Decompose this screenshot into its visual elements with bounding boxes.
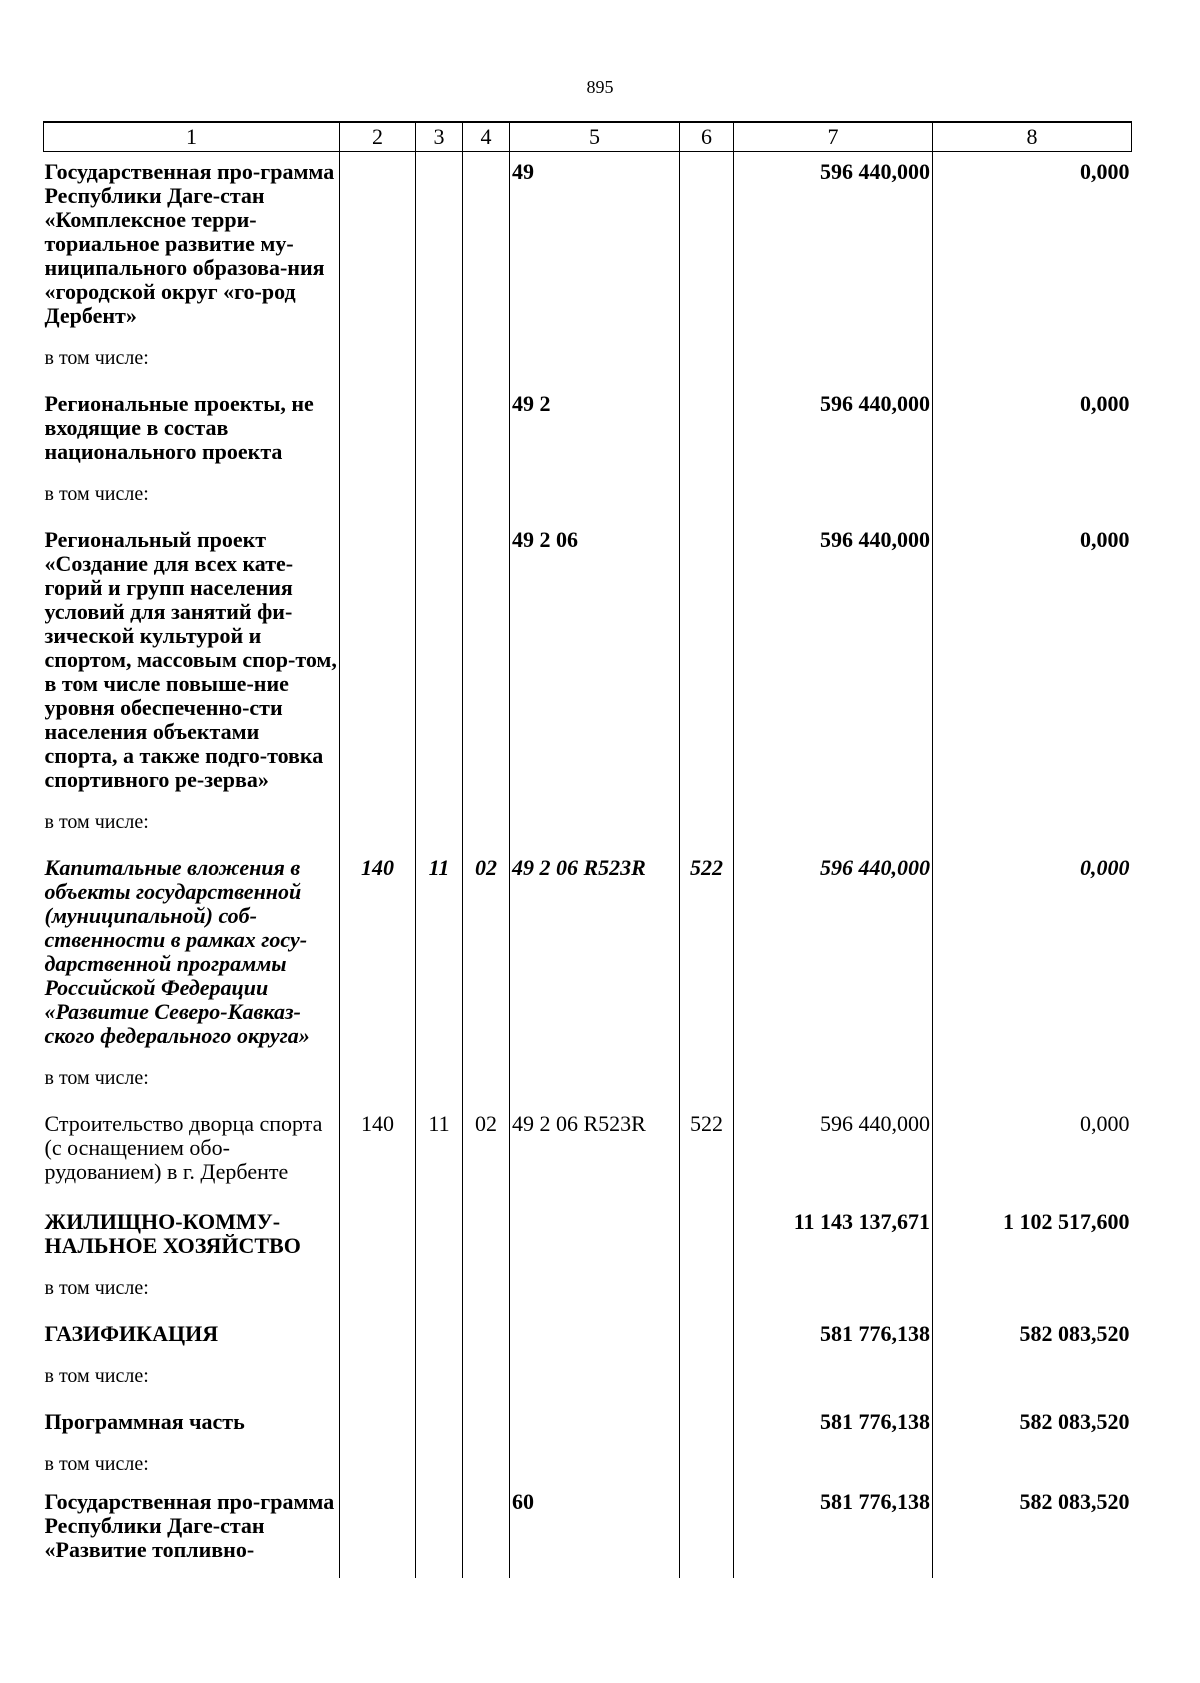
empty-cell bbox=[734, 346, 933, 384]
table-row bbox=[44, 1104, 1132, 1202]
cell-col7: 596 440,000 bbox=[734, 848, 933, 1066]
empty-cell bbox=[510, 1452, 680, 1490]
cell-col5: 60 bbox=[510, 1490, 680, 1578]
column-header: 3 bbox=[416, 122, 463, 152]
table-row bbox=[44, 1490, 1132, 1578]
empty-cell bbox=[734, 1276, 933, 1314]
subtotal-note-row bbox=[44, 482, 1132, 520]
row-name: ГАЗИФИКАЦИЯ bbox=[44, 1314, 340, 1364]
empty-cell bbox=[416, 1364, 463, 1402]
empty-cell bbox=[510, 482, 680, 520]
row-name: ЖИЛИЩНО-КОММУ-НАЛЬНОЕ ХОЗЯЙСТВО bbox=[44, 1202, 340, 1276]
cell-col7: 581 776,138 bbox=[734, 1402, 933, 1452]
empty-cell bbox=[340, 810, 416, 848]
cell-col5: 49 2 06 R523R bbox=[510, 848, 680, 1066]
empty-cell bbox=[340, 1066, 416, 1104]
empty-cell bbox=[416, 810, 463, 848]
cell-col6 bbox=[680, 520, 734, 810]
table-row bbox=[44, 1314, 1132, 1364]
cell-col5: 49 bbox=[510, 152, 680, 347]
empty-cell bbox=[416, 346, 463, 384]
cell-col2: 140 bbox=[340, 848, 416, 1066]
cell-col4 bbox=[463, 1314, 510, 1364]
cell-col2 bbox=[340, 152, 416, 347]
cell-col3 bbox=[416, 1202, 463, 1276]
cell-col5: 49 2 06 R523R bbox=[510, 1104, 680, 1202]
cell-col6: 522 bbox=[680, 848, 734, 1066]
cell-col3: 11 bbox=[416, 848, 463, 1066]
row-name: Программная часть bbox=[44, 1402, 340, 1452]
empty-cell bbox=[416, 1276, 463, 1314]
table-row bbox=[44, 520, 1132, 810]
cell-col6 bbox=[680, 384, 734, 482]
cell-col2 bbox=[340, 1202, 416, 1276]
cell-col5: 49 2 06 bbox=[510, 520, 680, 810]
cell-col5: 49 2 bbox=[510, 384, 680, 482]
empty-cell bbox=[933, 346, 1132, 384]
empty-cell bbox=[510, 1066, 680, 1104]
empty-cell bbox=[680, 1276, 734, 1314]
cell-col4: 02 bbox=[463, 848, 510, 1066]
row-note-label: в том числе: bbox=[44, 1452, 340, 1490]
row-name: Региональные проекты, не входящие в состав национального проекта bbox=[44, 384, 340, 482]
cell-col8: 582 083,520 bbox=[933, 1490, 1132, 1578]
subtotal-note-row bbox=[44, 1066, 1132, 1104]
cell-col8: 0,000 bbox=[933, 848, 1132, 1066]
cell-col4: 02 bbox=[463, 1104, 510, 1202]
column-header: 8 bbox=[933, 122, 1132, 152]
column-header: 7 bbox=[734, 122, 933, 152]
cell-col4 bbox=[463, 152, 510, 347]
cell-col3 bbox=[416, 1314, 463, 1364]
cell-col6: 522 bbox=[680, 1104, 734, 1202]
cell-col2 bbox=[340, 384, 416, 482]
empty-cell bbox=[340, 1276, 416, 1314]
empty-cell bbox=[510, 1364, 680, 1402]
empty-cell bbox=[734, 810, 933, 848]
cell-col5 bbox=[510, 1402, 680, 1452]
cell-col4 bbox=[463, 1490, 510, 1578]
table-row bbox=[44, 152, 1132, 347]
empty-cell bbox=[463, 1276, 510, 1314]
cell-col8: 0,000 bbox=[933, 520, 1132, 810]
cell-col5 bbox=[510, 1202, 680, 1276]
cell-col4 bbox=[463, 384, 510, 482]
header-row bbox=[44, 122, 1132, 152]
empty-cell bbox=[510, 810, 680, 848]
row-name: Строительство дворца спорта (с оснащением обо-рудованием) в г. Дербенте bbox=[44, 1104, 340, 1202]
budget-table bbox=[43, 121, 1132, 1578]
empty-cell bbox=[463, 346, 510, 384]
row-note-label: в том числе: bbox=[44, 1066, 340, 1104]
empty-cell bbox=[510, 346, 680, 384]
cell-col7: 596 440,000 bbox=[734, 384, 933, 482]
column-header: 4 bbox=[463, 122, 510, 152]
empty-cell bbox=[933, 1276, 1132, 1314]
empty-cell bbox=[680, 1364, 734, 1402]
subtotal-note-row bbox=[44, 1276, 1132, 1314]
empty-cell bbox=[463, 1452, 510, 1490]
row-name: Капитальные вложения в объекты государственной (муниципальной) соб-ственности в рамках госу-дарственной программы Российской Федерации «Развитие Северо-Кавказ-ского федерального округа» bbox=[44, 848, 340, 1066]
cell-col8: 1 102 517,600 bbox=[933, 1202, 1132, 1276]
empty-cell bbox=[510, 1276, 680, 1314]
cell-col7: 596 440,000 bbox=[734, 1104, 933, 1202]
cell-col8: 582 083,520 bbox=[933, 1402, 1132, 1452]
row-note-label: в том числе: bbox=[44, 1276, 340, 1314]
row-note-label: в том числе: bbox=[44, 1364, 340, 1402]
empty-cell bbox=[463, 482, 510, 520]
cell-col6 bbox=[680, 1490, 734, 1578]
cell-col7: 596 440,000 bbox=[734, 152, 933, 347]
subtotal-note-row bbox=[44, 810, 1132, 848]
cell-col4 bbox=[463, 520, 510, 810]
empty-cell bbox=[933, 1452, 1132, 1490]
cell-col2 bbox=[340, 1402, 416, 1452]
row-name: Государственная про-грамма Республики Даге-стан «Развитие топливно- bbox=[44, 1490, 340, 1578]
empty-cell bbox=[463, 1066, 510, 1104]
cell-col6 bbox=[680, 1202, 734, 1276]
cell-col5 bbox=[510, 1314, 680, 1364]
row-name: Государственная про-грамма Республики Даге-стан «Комплексное терри-ториальное развитие му-ниципального образова-ния «городской округ «го-род Дербент» bbox=[44, 152, 340, 347]
empty-cell bbox=[340, 346, 416, 384]
subtotal-note-row bbox=[44, 1452, 1132, 1490]
empty-cell bbox=[463, 810, 510, 848]
empty-cell bbox=[933, 1066, 1132, 1104]
cell-col2 bbox=[340, 1490, 416, 1578]
table-row bbox=[44, 1202, 1132, 1276]
row-note-label: в том числе: bbox=[44, 810, 340, 848]
cell-col2 bbox=[340, 1314, 416, 1364]
cell-col3 bbox=[416, 520, 463, 810]
empty-cell bbox=[680, 482, 734, 520]
empty-cell bbox=[416, 482, 463, 520]
empty-cell bbox=[933, 482, 1132, 520]
cell-col3 bbox=[416, 1402, 463, 1452]
subtotal-note-row bbox=[44, 1364, 1132, 1402]
cell-col7: 11 143 137,671 bbox=[734, 1202, 933, 1276]
cell-col7: 581 776,138 bbox=[734, 1490, 933, 1578]
empty-cell bbox=[416, 1452, 463, 1490]
cell-col4 bbox=[463, 1402, 510, 1452]
empty-cell bbox=[734, 1452, 933, 1490]
cell-col8: 582 083,520 bbox=[933, 1314, 1132, 1364]
cell-col7: 596 440,000 bbox=[734, 520, 933, 810]
empty-cell bbox=[734, 1066, 933, 1104]
cell-col7: 581 776,138 bbox=[734, 1314, 933, 1364]
subtotal-note-row bbox=[44, 346, 1132, 384]
empty-cell bbox=[734, 1364, 933, 1402]
empty-cell bbox=[340, 1452, 416, 1490]
table-row bbox=[44, 848, 1132, 1066]
cell-col6 bbox=[680, 1402, 734, 1452]
cell-col4 bbox=[463, 1202, 510, 1276]
empty-cell bbox=[416, 1066, 463, 1104]
column-header: 5 bbox=[510, 122, 680, 152]
cell-col3 bbox=[416, 384, 463, 482]
column-header: 1 bbox=[44, 122, 340, 152]
row-name: Региональный проект «Создание для всех кате-горий и групп населения условий для занятий фи-зической культурой и спортом, массовым спор-том, в том числе повыше-ние уровня обеспеченно-сти населения объектами спорта, а также подго-товка спортивного ре-зерва» bbox=[44, 520, 340, 810]
empty-cell bbox=[734, 482, 933, 520]
cell-col8: 0,000 bbox=[933, 1104, 1132, 1202]
page-number: 895 bbox=[586, 77, 614, 97]
empty-cell bbox=[680, 1066, 734, 1104]
row-note-label: в том числе: bbox=[44, 482, 340, 520]
table-body bbox=[44, 152, 1132, 1579]
column-header: 2 bbox=[340, 122, 416, 152]
cell-col3 bbox=[416, 1490, 463, 1578]
empty-cell bbox=[933, 1364, 1132, 1402]
cell-col6 bbox=[680, 152, 734, 347]
column-header: 6 bbox=[680, 122, 734, 152]
empty-cell bbox=[680, 810, 734, 848]
cell-col2 bbox=[340, 520, 416, 810]
row-note-label: в том числе: bbox=[44, 346, 340, 384]
cell-col6 bbox=[680, 1314, 734, 1364]
empty-cell bbox=[340, 1364, 416, 1402]
empty-cell bbox=[680, 1452, 734, 1490]
empty-cell bbox=[680, 346, 734, 384]
empty-cell bbox=[340, 482, 416, 520]
cell-col3: 11 bbox=[416, 1104, 463, 1202]
table-row bbox=[44, 384, 1132, 482]
cell-col3 bbox=[416, 152, 463, 347]
cell-col8: 0,000 bbox=[933, 152, 1132, 347]
empty-cell bbox=[463, 1364, 510, 1402]
cell-col8: 0,000 bbox=[933, 384, 1132, 482]
cell-col2: 140 bbox=[340, 1104, 416, 1202]
table-row bbox=[44, 1402, 1132, 1452]
empty-cell bbox=[933, 810, 1132, 848]
